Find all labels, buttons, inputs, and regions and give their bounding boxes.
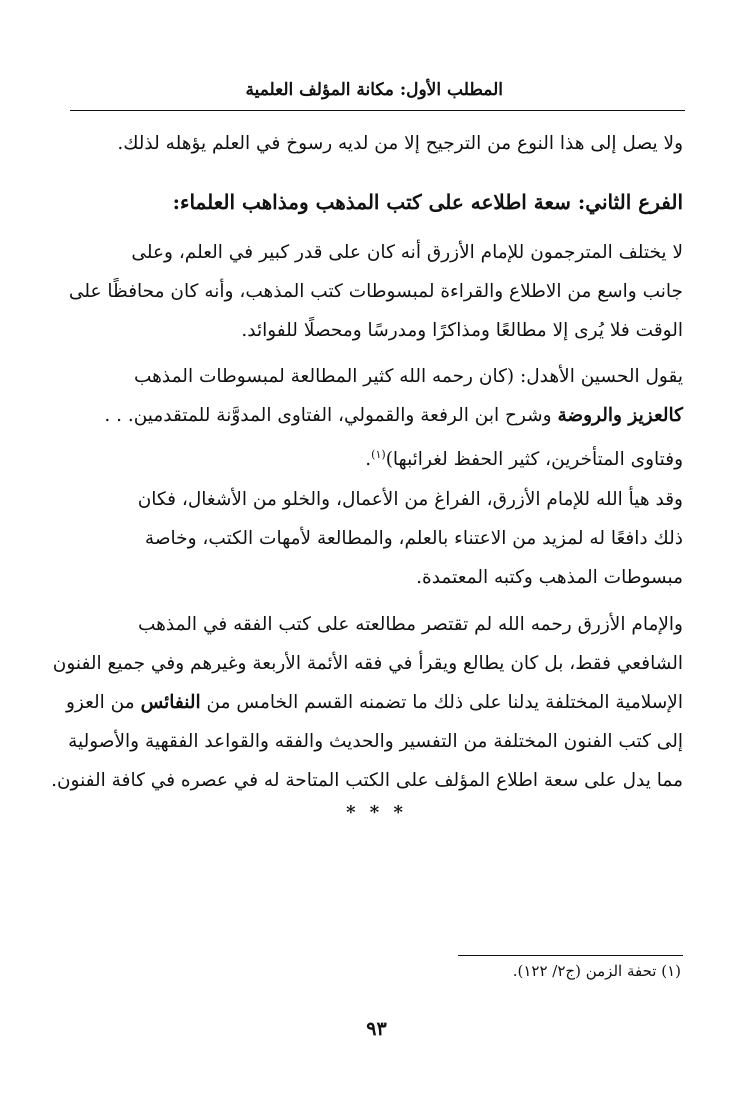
footnote-rule	[458, 955, 683, 956]
paragraph-2-quote	[68, 357, 683, 479]
text-run: وشرح ابن الرفعة والقمولي، الفتاوى المدوَّنة للمتقدمين. . .	[104, 405, 558, 426]
intro-paragraph	[68, 124, 683, 163]
text-line: يقول الحسين الأهدل: (كان رحمه الله كثير المطالعة لمبسوطات المذهب	[133, 366, 683, 387]
text-run: الإسلامية المختلفة يدلنا على ذلك ما تضمنه القسم الخامس من	[200, 692, 683, 713]
text-line: جانب واسع من الاطلاع والقراءة لمبسوطات كتب المذهب، وأنه كان محافظًا على	[68, 281, 683, 302]
header-rule	[70, 110, 685, 111]
running-header: المطلب الأول: مكانة المؤلف العلمية	[245, 80, 503, 100]
footnote: (١) تحفة الزمن (ج٢/ ١٢٢).	[512, 962, 681, 980]
footnote-reference[interactable]: (١)	[371, 448, 386, 461]
text-line: ولا يصل إلى هذا النوع من الترجيح إلا من لديه رسوخ في العلم يؤهله لذلك.	[117, 133, 683, 154]
text-line: وقد هيأ الله للإمام الأزرق، الفراغ من الأعمال، والخلو من الأشغال، فكان	[137, 489, 683, 510]
text-line: الوقت فلا يُرى إلا مطالعًا ومذاكرًا ومدرسًا ومحصلًا للفوائد.	[241, 320, 683, 341]
text-run: من العزو	[65, 692, 141, 713]
page-number: ٩٣	[366, 1018, 387, 1040]
section-separator: * * *	[346, 802, 407, 823]
text-line: مبسوطات المذهب وكتبه المعتمدة.	[416, 567, 683, 588]
paragraph-3	[68, 480, 683, 597]
text-line: الشافعي فقط، بل كان يطالع ويقرأ في فقه الأئمة الأربعة وغيرهم وفي جميع الفنون	[52, 653, 683, 674]
text-run: .	[365, 449, 372, 471]
text-line: والإمام الأزرق رحمه الله لم تقتصر مطالعته على كتب الفقه في المذهب	[137, 614, 683, 635]
section-heading: الفرع الثاني: سعة اطلاعه على كتب المذهب ومذاهب العلماء:	[172, 190, 683, 214]
text-line: لا يختلف المترجمون للإمام الأزرق أنه كان على قدر كبير في العلم، وعلى	[131, 242, 683, 263]
text-line	[68, 435, 683, 479]
text-line	[65, 683, 683, 722]
text-run: وفتاوى المتأخرين، كثير الحفظ لغرائبها)	[385, 449, 683, 471]
paragraph-4	[51, 605, 683, 800]
bold-book-titles: كالعزيز والروضة	[557, 405, 683, 426]
bold-book-title: النفائس	[140, 692, 201, 713]
text-line	[68, 396, 683, 435]
text-line: مما يدل على سعة اطلاع المؤلف على الكتب المتاحة له في عصره في كافة الفنون.	[51, 770, 683, 791]
paragraph-1	[68, 233, 683, 350]
text-line: إلى كتب الفنون المختلفة من التفسير والحديث والفقه والقواعد الفقهية والأصولية	[68, 731, 683, 752]
text-line: ذلك دافعًا له لمزيد من الاعتناء بالعلم، والمطالعة لأمهات الكتب، وخاصة	[144, 528, 683, 549]
